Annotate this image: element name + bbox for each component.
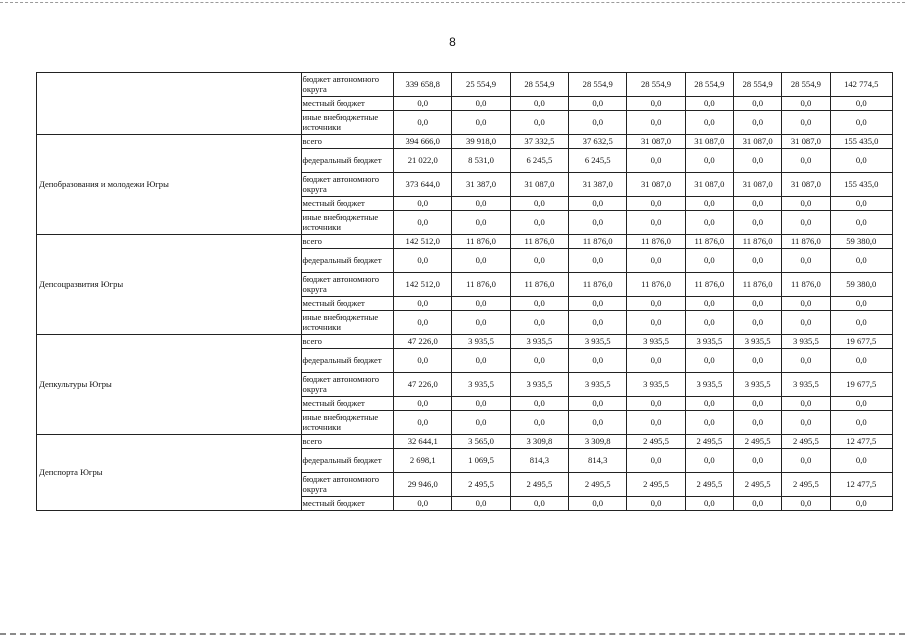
funding-source-cell: федеральный бюджет xyxy=(301,349,394,373)
amount-cell: 0,0 xyxy=(627,411,685,435)
amount-cell: 2 495,5 xyxy=(782,435,830,449)
amount-cell: 31 087,0 xyxy=(685,173,733,197)
amount-cell: 0,0 xyxy=(510,297,568,311)
funding-source-cell: иные внебюджетные источники xyxy=(301,111,394,135)
amount-cell: 3 935,5 xyxy=(569,373,627,397)
amount-cell: 19 677,5 xyxy=(830,335,892,349)
funding-source-cell: всего xyxy=(301,235,394,249)
funding-source-cell: бюджет автономного округа xyxy=(301,373,394,397)
amount-cell: 0,0 xyxy=(782,97,830,111)
amount-cell: 2 698,1 xyxy=(394,449,452,473)
funding-source-cell: федеральный бюджет xyxy=(301,449,394,473)
amount-cell: 2 495,5 xyxy=(452,473,510,497)
amount-cell: 0,0 xyxy=(394,197,452,211)
funding-source-cell: местный бюджет xyxy=(301,197,394,211)
amount-cell: 0,0 xyxy=(782,349,830,373)
amount-cell: 0,0 xyxy=(733,497,781,511)
amount-cell: 19 677,5 xyxy=(830,373,892,397)
amount-cell: 11 876,0 xyxy=(685,273,733,297)
organization-cell: Депобразования и молодежи Югры xyxy=(37,135,302,235)
amount-cell: 0,0 xyxy=(569,97,627,111)
amount-cell: 28 554,9 xyxy=(569,73,627,97)
amount-cell: 0,0 xyxy=(569,297,627,311)
amount-cell: 25 554,9 xyxy=(452,73,510,97)
amount-cell: 0,0 xyxy=(510,211,568,235)
amount-cell: 3 309,8 xyxy=(569,435,627,449)
organization-cell: Депкультуры Югры xyxy=(37,335,302,435)
amount-cell: 3 935,5 xyxy=(733,335,781,349)
amount-cell: 0,0 xyxy=(394,249,452,273)
amount-cell: 0,0 xyxy=(733,111,781,135)
amount-cell: 3 935,5 xyxy=(685,335,733,349)
funding-source-cell: всего xyxy=(301,435,394,449)
amount-cell: 11 876,0 xyxy=(452,235,510,249)
amount-cell: 31 087,0 xyxy=(627,173,685,197)
table-row xyxy=(37,135,893,149)
amount-cell: 0,0 xyxy=(627,97,685,111)
amount-cell: 0,0 xyxy=(510,497,568,511)
table-row xyxy=(37,235,893,249)
amount-cell: 0,0 xyxy=(685,349,733,373)
amount-cell: 814,3 xyxy=(569,449,627,473)
amount-cell: 0,0 xyxy=(452,411,510,435)
amount-cell: 2 495,5 xyxy=(733,473,781,497)
amount-cell: 0,0 xyxy=(627,349,685,373)
amount-cell: 0,0 xyxy=(685,197,733,211)
amount-cell: 2 495,5 xyxy=(510,473,568,497)
amount-cell: 142 512,0 xyxy=(394,235,452,249)
amount-cell: 8 531,0 xyxy=(452,149,510,173)
amount-cell: 0,0 xyxy=(685,149,733,173)
amount-cell: 0,0 xyxy=(627,311,685,335)
amount-cell: 0,0 xyxy=(685,411,733,435)
amount-cell: 0,0 xyxy=(782,149,830,173)
amount-cell: 29 946,0 xyxy=(394,473,452,497)
amount-cell: 0,0 xyxy=(627,249,685,273)
amount-cell: 47 226,0 xyxy=(394,335,452,349)
amount-cell: 0,0 xyxy=(569,497,627,511)
amount-cell: 0,0 xyxy=(782,211,830,235)
amount-cell: 0,0 xyxy=(452,497,510,511)
amount-cell: 31 087,0 xyxy=(510,173,568,197)
amount-cell: 31 087,0 xyxy=(733,135,781,149)
amount-cell: 2 495,5 xyxy=(685,435,733,449)
amount-cell: 3 935,5 xyxy=(452,373,510,397)
amount-cell: 0,0 xyxy=(733,311,781,335)
amount-cell: 11 876,0 xyxy=(782,235,830,249)
funding-source-cell: местный бюджет xyxy=(301,497,394,511)
amount-cell: 11 876,0 xyxy=(569,235,627,249)
amount-cell: 1 069,5 xyxy=(452,449,510,473)
amount-cell: 0,0 xyxy=(733,449,781,473)
funding-source-cell: всего xyxy=(301,135,394,149)
amount-cell: 31 087,0 xyxy=(627,135,685,149)
amount-cell: 2 495,5 xyxy=(569,473,627,497)
amount-cell: 0,0 xyxy=(782,297,830,311)
amount-cell: 0,0 xyxy=(394,97,452,111)
amount-cell: 0,0 xyxy=(510,197,568,211)
funding-source-cell: местный бюджет xyxy=(301,97,394,111)
amount-cell: 0,0 xyxy=(452,197,510,211)
amount-cell: 0,0 xyxy=(685,111,733,135)
amount-cell: 0,0 xyxy=(830,149,892,173)
amount-cell: 28 554,9 xyxy=(510,73,568,97)
table-row xyxy=(37,435,893,449)
amount-cell: 373 644,0 xyxy=(394,173,452,197)
amount-cell: 37 632,5 xyxy=(569,135,627,149)
amount-cell: 814,3 xyxy=(510,449,568,473)
funding-source-cell: федеральный бюджет xyxy=(301,149,394,173)
amount-cell: 0,0 xyxy=(685,397,733,411)
amount-cell: 2 495,5 xyxy=(627,473,685,497)
amount-cell: 0,0 xyxy=(830,349,892,373)
funding-source-cell: иные внебюджетные источники xyxy=(301,211,394,235)
organization-cell: Депсоцразвития Югры xyxy=(37,235,302,335)
amount-cell: 0,0 xyxy=(510,349,568,373)
amount-cell: 0,0 xyxy=(830,311,892,335)
page-number: 8 xyxy=(449,35,456,49)
amount-cell: 0,0 xyxy=(830,249,892,273)
amount-cell: 3 935,5 xyxy=(510,335,568,349)
amount-cell: 0,0 xyxy=(782,449,830,473)
amount-cell: 3 935,5 xyxy=(782,373,830,397)
amount-cell: 11 876,0 xyxy=(733,273,781,297)
amount-cell: 0,0 xyxy=(452,397,510,411)
funding-source-cell: местный бюджет xyxy=(301,397,394,411)
amount-cell: 0,0 xyxy=(733,349,781,373)
amount-cell: 0,0 xyxy=(733,211,781,235)
amount-cell: 0,0 xyxy=(569,249,627,273)
amount-cell: 3 935,5 xyxy=(685,373,733,397)
amount-cell: 0,0 xyxy=(733,397,781,411)
amount-cell: 0,0 xyxy=(510,97,568,111)
amount-cell: 0,0 xyxy=(782,311,830,335)
amount-cell: 3 309,8 xyxy=(510,435,568,449)
amount-cell: 31 387,0 xyxy=(452,173,510,197)
amount-cell: 0,0 xyxy=(569,397,627,411)
amount-cell: 0,0 xyxy=(782,197,830,211)
amount-cell: 0,0 xyxy=(452,111,510,135)
amount-cell: 2 495,5 xyxy=(685,473,733,497)
amount-cell: 32 644,1 xyxy=(394,435,452,449)
amount-cell: 0,0 xyxy=(510,397,568,411)
amount-cell: 3 935,5 xyxy=(627,335,685,349)
amount-cell: 0,0 xyxy=(830,497,892,511)
amount-cell: 339 658,8 xyxy=(394,73,452,97)
amount-cell: 12 477,5 xyxy=(830,473,892,497)
amount-cell: 0,0 xyxy=(510,411,568,435)
amount-cell: 0,0 xyxy=(569,111,627,135)
amount-cell: 0,0 xyxy=(394,211,452,235)
budget-table xyxy=(36,72,893,511)
funding-source-cell: бюджет автономного округа xyxy=(301,73,394,97)
amount-cell: 12 477,5 xyxy=(830,435,892,449)
amount-cell: 0,0 xyxy=(569,211,627,235)
amount-cell: 11 876,0 xyxy=(627,273,685,297)
amount-cell: 0,0 xyxy=(569,411,627,435)
amount-cell: 0,0 xyxy=(394,111,452,135)
amount-cell: 11 876,0 xyxy=(510,235,568,249)
amount-cell: 11 876,0 xyxy=(569,273,627,297)
amount-cell: 0,0 xyxy=(830,397,892,411)
amount-cell: 39 918,0 xyxy=(452,135,510,149)
amount-cell: 37 332,5 xyxy=(510,135,568,149)
amount-cell: 0,0 xyxy=(782,397,830,411)
amount-cell: 0,0 xyxy=(830,449,892,473)
amount-cell: 0,0 xyxy=(510,111,568,135)
amount-cell: 155 435,0 xyxy=(830,173,892,197)
amount-cell: 0,0 xyxy=(733,149,781,173)
amount-cell: 0,0 xyxy=(830,211,892,235)
amount-cell: 2 495,5 xyxy=(782,473,830,497)
funding-source-cell: федеральный бюджет xyxy=(301,249,394,273)
amount-cell: 0,0 xyxy=(733,411,781,435)
amount-cell: 0,0 xyxy=(685,211,733,235)
amount-cell: 0,0 xyxy=(685,497,733,511)
amount-cell: 0,0 xyxy=(627,449,685,473)
funding-source-cell: иные внебюджетные источники xyxy=(301,411,394,435)
funding-source-cell: иные внебюджетные источники xyxy=(301,311,394,335)
amount-cell: 28 554,9 xyxy=(782,73,830,97)
amount-cell: 11 876,0 xyxy=(782,273,830,297)
amount-cell: 0,0 xyxy=(569,197,627,211)
amount-cell: 3 935,5 xyxy=(510,373,568,397)
amount-cell: 394 666,0 xyxy=(394,135,452,149)
amount-cell: 0,0 xyxy=(394,297,452,311)
amount-cell: 28 554,9 xyxy=(685,73,733,97)
amount-cell: 11 876,0 xyxy=(733,235,781,249)
amount-cell: 59 380,0 xyxy=(830,235,892,249)
amount-cell: 11 876,0 xyxy=(627,235,685,249)
amount-cell: 0,0 xyxy=(830,111,892,135)
amount-cell: 0,0 xyxy=(394,411,452,435)
amount-cell: 0,0 xyxy=(627,111,685,135)
table-row xyxy=(37,73,893,97)
funding-source-cell: местный бюджет xyxy=(301,297,394,311)
amount-cell: 0,0 xyxy=(685,249,733,273)
amount-cell: 0,0 xyxy=(394,497,452,511)
amount-cell: 3 565,0 xyxy=(452,435,510,449)
table-row xyxy=(37,335,893,349)
funding-source-cell: бюджет автономного округа xyxy=(301,273,394,297)
amount-cell: 11 876,0 xyxy=(685,235,733,249)
amount-cell: 6 245,5 xyxy=(569,149,627,173)
amount-cell: 0,0 xyxy=(830,297,892,311)
amount-cell: 47 226,0 xyxy=(394,373,452,397)
amount-cell: 2 495,5 xyxy=(627,435,685,449)
amount-cell: 31 087,0 xyxy=(782,173,830,197)
amount-cell: 59 380,0 xyxy=(830,273,892,297)
amount-cell: 0,0 xyxy=(685,97,733,111)
amount-cell: 0,0 xyxy=(782,111,830,135)
amount-cell: 3 935,5 xyxy=(782,335,830,349)
amount-cell: 0,0 xyxy=(782,249,830,273)
amount-cell: 0,0 xyxy=(733,97,781,111)
funding-source-cell: всего xyxy=(301,335,394,349)
amount-cell: 0,0 xyxy=(394,349,452,373)
amount-cell: 11 876,0 xyxy=(510,273,568,297)
amount-cell: 142 774,5 xyxy=(830,73,892,97)
amount-cell: 155 435,0 xyxy=(830,135,892,149)
amount-cell: 31 387,0 xyxy=(569,173,627,197)
organization-cell: Депспорта Югры xyxy=(37,435,302,511)
amount-cell: 0,0 xyxy=(452,211,510,235)
amount-cell: 0,0 xyxy=(452,311,510,335)
amount-cell: 21 022,0 xyxy=(394,149,452,173)
amount-cell: 11 876,0 xyxy=(452,273,510,297)
amount-cell: 2 495,5 xyxy=(733,435,781,449)
amount-cell: 28 554,9 xyxy=(627,73,685,97)
amount-cell: 31 087,0 xyxy=(782,135,830,149)
amount-cell: 3 935,5 xyxy=(452,335,510,349)
amount-cell: 6 245,5 xyxy=(510,149,568,173)
amount-cell: 0,0 xyxy=(627,497,685,511)
amount-cell: 0,0 xyxy=(569,311,627,335)
amount-cell: 0,0 xyxy=(830,97,892,111)
amount-cell: 0,0 xyxy=(627,197,685,211)
table-body xyxy=(37,73,893,511)
amount-cell: 0,0 xyxy=(510,249,568,273)
amount-cell: 0,0 xyxy=(733,197,781,211)
amount-cell: 0,0 xyxy=(627,397,685,411)
amount-cell: 0,0 xyxy=(782,497,830,511)
amount-cell: 0,0 xyxy=(830,411,892,435)
amount-cell: 142 512,0 xyxy=(394,273,452,297)
amount-cell: 3 935,5 xyxy=(627,373,685,397)
funding-source-cell: бюджет автономного округа xyxy=(301,473,394,497)
amount-cell: 0,0 xyxy=(569,349,627,373)
amount-cell: 0,0 xyxy=(627,149,685,173)
scan-border-bottom xyxy=(0,633,905,635)
amount-cell: 0,0 xyxy=(452,97,510,111)
amount-cell: 0,0 xyxy=(733,297,781,311)
amount-cell: 0,0 xyxy=(685,449,733,473)
amount-cell: 0,0 xyxy=(510,311,568,335)
amount-cell: 0,0 xyxy=(627,297,685,311)
amount-cell: 3 935,5 xyxy=(569,335,627,349)
funding-source-cell: бюджет автономного округа xyxy=(301,173,394,197)
amount-cell: 0,0 xyxy=(830,197,892,211)
amount-cell: 0,0 xyxy=(685,311,733,335)
amount-cell: 0,0 xyxy=(452,297,510,311)
amount-cell: 3 935,5 xyxy=(733,373,781,397)
scan-border-top xyxy=(0,2,905,3)
amount-cell: 0,0 xyxy=(452,249,510,273)
amount-cell: 0,0 xyxy=(685,297,733,311)
amount-cell: 0,0 xyxy=(394,397,452,411)
amount-cell: 0,0 xyxy=(733,249,781,273)
amount-cell: 28 554,9 xyxy=(733,73,781,97)
amount-cell: 31 087,0 xyxy=(685,135,733,149)
amount-cell: 0,0 xyxy=(627,211,685,235)
amount-cell: 0,0 xyxy=(452,349,510,373)
organization-cell xyxy=(37,73,302,135)
amount-cell: 0,0 xyxy=(782,411,830,435)
amount-cell: 31 087,0 xyxy=(733,173,781,197)
amount-cell: 0,0 xyxy=(394,311,452,335)
